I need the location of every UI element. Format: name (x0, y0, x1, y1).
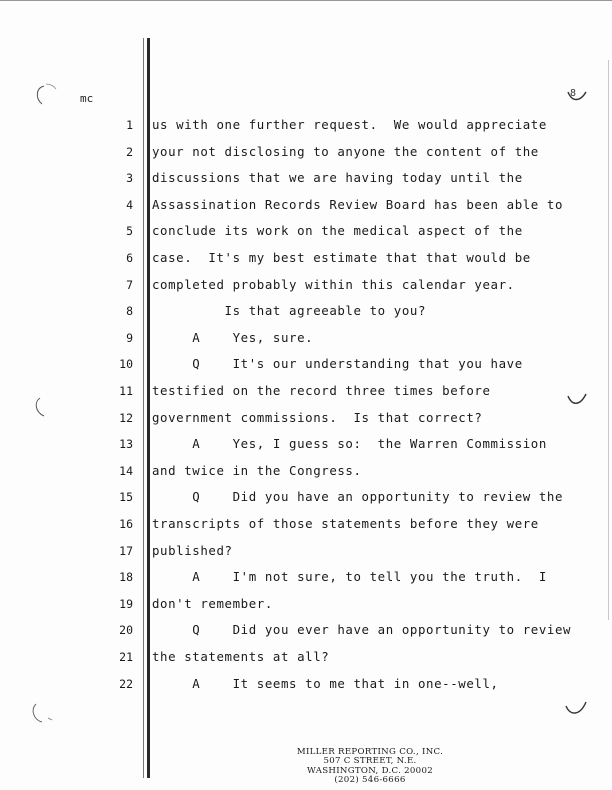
line-number: 6 (126, 251, 133, 265)
top-edge-line (0, 0, 612, 1)
line-text: A It seems to me that in one--well, (152, 675, 499, 691)
footer-company: MILLER REPORTING CO., INC. (296, 747, 444, 757)
page-mark: 8 (570, 88, 577, 99)
punch-hole-mark-top (30, 80, 60, 110)
transcript-line (0, 674, 612, 694)
transcript-line (0, 381, 612, 401)
line-text: Assassination Records Review Board has been able to (152, 196, 564, 212)
transcript-line (0, 620, 612, 640)
line-text: A Yes, sure. (152, 329, 314, 345)
transcript-line (0, 567, 612, 587)
line-number: 13 (119, 437, 133, 452)
line-text: Q It's our understanding that you have (152, 356, 523, 372)
line-number: 1 (126, 118, 133, 132)
transcript-line (0, 248, 612, 268)
line-text: us with one further request. We would appreciate (152, 117, 547, 132)
line-text: and twice in the Congress. (152, 462, 362, 478)
line-number: 8 (126, 304, 133, 319)
line-text: completed probably within this calendar year. (152, 276, 515, 292)
line-text: your not disclosing to anyone the content of the (152, 143, 539, 159)
line-text: case. It's my best estimate that that would be (152, 250, 531, 265)
transcript-line (0, 408, 612, 428)
line-number: 5 (126, 224, 133, 239)
line-text: government commissions. Is that correct? (152, 409, 483, 425)
line-number: 20 (119, 623, 133, 638)
line-text: Q Did you have an opportunity to review the (152, 489, 564, 505)
right-tick-mark-bottom (564, 698, 590, 720)
line-text: A I'm not sure, to tell you the truth. I (152, 569, 547, 585)
line-text: the statements at all? (152, 649, 330, 664)
line-number: 10 (119, 357, 133, 372)
line-text: testified on the record three times before (152, 383, 491, 398)
transcript-line (0, 195, 612, 215)
line-text: Is that agreeable to you? (152, 303, 427, 319)
line-text: transcripts of those statements before they were (152, 516, 539, 531)
line-number: 3 (126, 171, 133, 186)
line-number: 7 (126, 277, 133, 292)
transcript-line (0, 275, 612, 295)
footer-street: 507 C STREET, N.E. (323, 756, 417, 767)
transcript-line (0, 487, 612, 507)
transcript-line (0, 647, 612, 667)
transcript-line (0, 594, 612, 614)
transcript-line (0, 514, 612, 534)
transcript-line (0, 221, 612, 241)
line-text: discussions that we are having today until the (152, 170, 523, 186)
transcript-line (0, 541, 612, 561)
line-text: A Yes, I guess so: the Warren Commission (152, 436, 547, 452)
footer-city: WASHINGTON, D.C. 20002 (307, 765, 433, 776)
transcript-line (0, 168, 612, 188)
transcript-line (0, 461, 612, 481)
line-number: 19 (119, 596, 133, 611)
transcript-line (0, 142, 612, 162)
line-number: 16 (119, 517, 133, 531)
punch-hole-mark-bottom (26, 696, 60, 730)
line-number: 12 (119, 410, 133, 425)
line-number: 15 (119, 490, 133, 505)
line-text: don't remember. (152, 595, 273, 611)
transcript-line (0, 434, 612, 454)
reporter-initials: mc (80, 92, 94, 105)
transcript-line (0, 354, 612, 374)
line-text: Q Did you ever have an opportunity to review (152, 622, 572, 638)
transcript-line (0, 115, 612, 135)
line-number: 21 (119, 650, 133, 664)
transcript-line (0, 328, 612, 348)
reporter-footer (270, 748, 470, 786)
footer-phone: (202) 546-6666 (334, 775, 406, 786)
line-number: 18 (119, 570, 133, 585)
line-number: 17 (119, 543, 133, 558)
line-number: 22 (119, 676, 133, 691)
line-text: published? (152, 542, 233, 558)
transcript-line (0, 301, 612, 321)
line-number: 4 (126, 197, 133, 212)
line-number: 11 (119, 384, 133, 398)
line-number: 9 (126, 330, 133, 345)
line-text: conclude its work on the medical aspect of the (152, 223, 523, 239)
line-number: 14 (119, 463, 133, 478)
line-number: 2 (126, 144, 133, 159)
